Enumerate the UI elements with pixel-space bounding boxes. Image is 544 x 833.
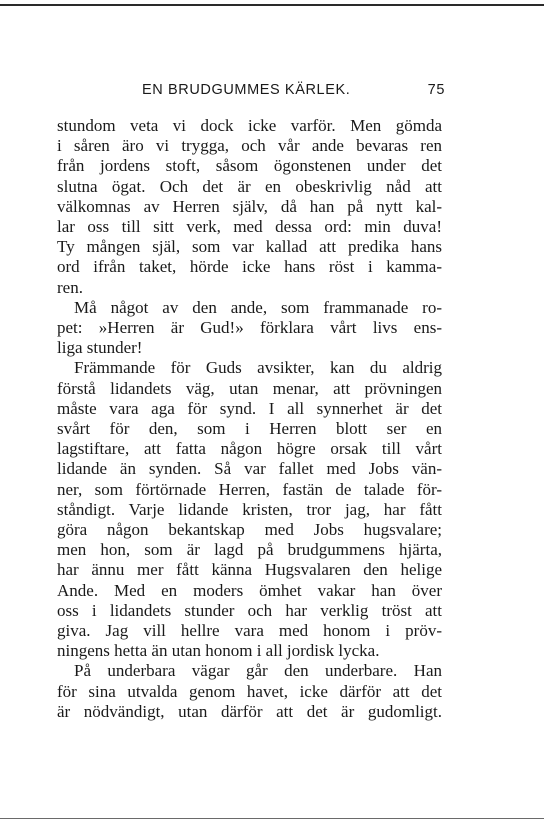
text-line: pet: »Herren är Gud!» förklara vårt livs ens- — [57, 318, 442, 338]
text-line: svårt för den, som i Herren blott ser en — [57, 419, 442, 439]
text-line: Främmande för Guds avsikter, kan du aldrig — [74, 358, 442, 378]
text-line: har ännu mer fått känna Hugsvalaren den helige — [57, 560, 442, 580]
text-line: måste vara aga för synd. I all synnerhet är det — [57, 398, 442, 418]
text-line: liga stunder! — [57, 338, 143, 358]
text-line: göra någon bekantskap med Jobs hugsvalare; — [57, 520, 442, 540]
text-line: Må något av den ande, som frammanade ro- — [74, 297, 442, 317]
top-border-line — [0, 4, 544, 6]
body-text — [57, 116, 442, 722]
text-line: förstå lidandets väg, utan menar, att prövningen — [57, 378, 442, 398]
text-line: välkomnas av Herren själv, då han på nytt kal- — [57, 196, 442, 216]
text-line: Ty mången själ, som var kallad att predika hans — [57, 237, 442, 257]
text-line: På underbara vägar går den underbare. Han — [74, 661, 442, 681]
text-line: men hon, som är lagd på brudgummens hjärta, — [57, 540, 442, 560]
text-line: giva. Jag vill hellre vara med honom i pröv- — [57, 621, 442, 641]
text-line: slutna ögat. Och det är en obeskrivlig nåd att — [57, 176, 442, 196]
page-number: 75 — [427, 82, 445, 98]
text-line: ståndigt. Varje lidande kristen, tror jag, har fått — [57, 499, 442, 519]
text-line: för sina utvalda genom havet, icke därför att det — [57, 681, 442, 701]
running-title: EN BRUDGUMMES KÄRLEK. — [142, 82, 351, 98]
text-line: lidande än synden. Så var fallet med Jobs vän- — [57, 459, 442, 479]
text-line: lar oss till sitt verk, med dessa ord: min duva! — [57, 217, 442, 237]
text-line: ningens hetta än utan honom i all jordisk lycka. — [57, 641, 380, 661]
text-line: ren. — [57, 277, 83, 297]
text-line: i såren äro vi trygga, och vår ande bevaras ren — [57, 136, 442, 156]
text-line: Ande. Med en moders ömhet vakar han över — [57, 580, 442, 600]
text-line: från jordens stoft, såsom ögonstenen under det — [57, 156, 442, 176]
running-header — [142, 82, 445, 104]
bottom-border-line — [0, 818, 544, 819]
text-line: lagstiftare, att fatta någon högre orsak till vårt — [57, 439, 442, 459]
text-line: ord ifrån taket, hörde icke hans röst i kamma- — [57, 257, 442, 277]
text-line: ner, som förtörnade Herren, fastän de talade för- — [57, 479, 442, 499]
text-line: oss i lidandets stunder och har verklig tröst att — [57, 600, 442, 620]
text-line: är nödvändigt, utan därför att det är gudomligt. — [57, 701, 442, 721]
text-line: stundom veta vi dock icke varför. Men gömda — [57, 116, 442, 135]
